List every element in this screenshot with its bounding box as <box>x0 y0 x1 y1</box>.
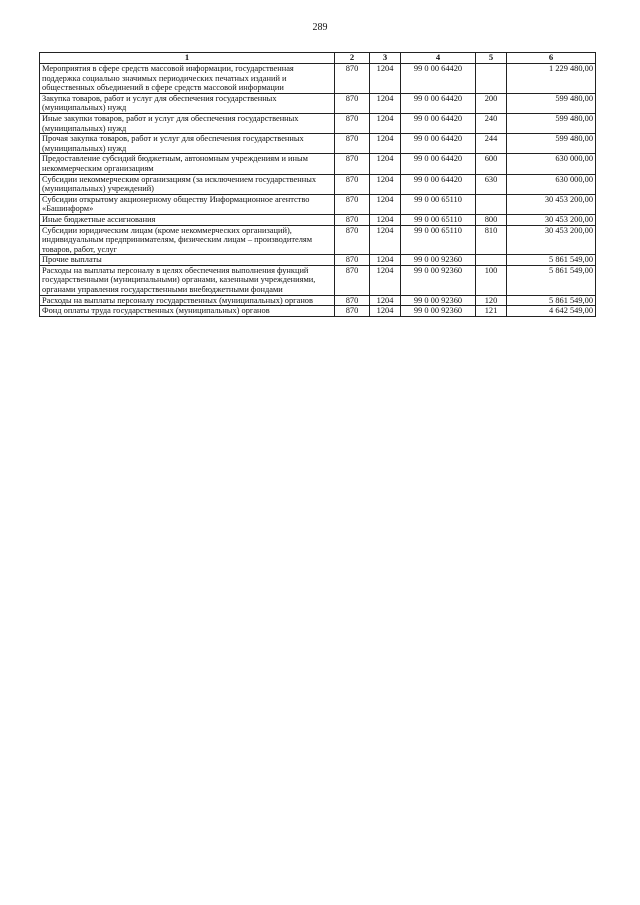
amount-cell: 5 861 549,00 <box>507 295 596 306</box>
ministry-code-cell: 870 <box>335 64 370 94</box>
header-cell-1: 1 <box>40 53 335 64</box>
target-article-cell: 99 0 00 64420 <box>401 113 476 133</box>
expense-type-cell: 630 <box>476 174 507 194</box>
header-cell-6: 6 <box>507 53 596 64</box>
expense-type-cell <box>476 64 507 94</box>
header-cell-5: 5 <box>476 53 507 64</box>
expense-type-cell: 120 <box>476 295 507 306</box>
table-row <box>40 295 596 306</box>
table-row <box>40 113 596 133</box>
ministry-code-cell: 870 <box>335 306 370 317</box>
table-row <box>40 93 596 113</box>
amount-cell: 30 453 200,00 <box>507 214 596 225</box>
table-row <box>40 255 596 266</box>
section-code-cell: 1204 <box>370 93 401 113</box>
expense-type-cell <box>476 194 507 214</box>
page-number: 289 <box>312 22 328 33</box>
table-body <box>40 64 596 317</box>
target-article-cell: 99 0 00 64420 <box>401 93 476 113</box>
ministry-code-cell: 870 <box>335 134 370 154</box>
section-code-cell: 1204 <box>370 64 401 94</box>
ministry-code-cell: 870 <box>335 113 370 133</box>
section-code-cell: 1204 <box>370 134 401 154</box>
expense-type-cell: 800 <box>476 214 507 225</box>
table-row <box>40 134 596 154</box>
table-row <box>40 194 596 214</box>
amount-cell: 630 000,00 <box>507 174 596 194</box>
section-code-cell: 1204 <box>370 174 401 194</box>
expense-name-cell: Иные закупки товаров, работ и услуг для обеспечения государственных (муниципальных) нужд <box>40 113 335 133</box>
section-code-cell: 1204 <box>370 214 401 225</box>
section-code-cell: 1204 <box>370 265 401 295</box>
ministry-code-cell: 870 <box>335 225 370 255</box>
amount-cell: 599 480,00 <box>507 134 596 154</box>
section-code-cell: 1204 <box>370 225 401 255</box>
target-article-cell: 99 0 00 64420 <box>401 64 476 94</box>
section-code-cell: 1204 <box>370 113 401 133</box>
amount-cell: 630 000,00 <box>507 154 596 174</box>
ministry-code-cell: 870 <box>335 265 370 295</box>
expense-name-cell: Закупка товаров, работ и услуг для обеспечения государственных (муниципальных) нужд <box>40 93 335 113</box>
expense-name-cell: Расходы на выплаты персоналу в целях обеспечения выполнения функций государственными (муниципальными) органами, казенными учреждениями, органами управления государственными внебюджетными фондами <box>40 265 335 295</box>
table-row <box>40 174 596 194</box>
budget-table <box>39 52 596 317</box>
target-article-cell: 99 0 00 92360 <box>401 295 476 306</box>
section-code-cell: 1204 <box>370 194 401 214</box>
expense-type-cell <box>476 255 507 266</box>
target-article-cell: 99 0 00 65110 <box>401 194 476 214</box>
expense-name-cell: Субсидии юридическим лицам (кроме некоммерческих организаций), индивидуальным предпринимателям, физическим лицам – производителям товаров, работ, услуг <box>40 225 335 255</box>
ministry-code-cell: 870 <box>335 194 370 214</box>
section-code-cell: 1204 <box>370 306 401 317</box>
table-row <box>40 64 596 94</box>
expense-type-cell: 810 <box>476 225 507 255</box>
section-code-cell: 1204 <box>370 154 401 174</box>
amount-cell: 5 861 549,00 <box>507 255 596 266</box>
amount-cell: 30 453 200,00 <box>507 194 596 214</box>
expense-type-cell: 100 <box>476 265 507 295</box>
expense-name-cell: Фонд оплаты труда государственных (муниципальных) органов <box>40 306 335 317</box>
ministry-code-cell: 870 <box>335 174 370 194</box>
ministry-code-cell: 870 <box>335 93 370 113</box>
section-code-cell: 1204 <box>370 255 401 266</box>
expense-name-cell: Мероприятия в сфере средств массовой информации, государственная поддержка социально значимых периодических печатных изданий и общественных объединений в сфере средств массовой информации <box>40 64 335 94</box>
expense-name-cell: Расходы на выплаты персоналу государственных (муниципальных) органов <box>40 295 335 306</box>
table-row <box>40 214 596 225</box>
expense-type-cell: 600 <box>476 154 507 174</box>
table-header <box>40 53 596 64</box>
expense-type-cell: 200 <box>476 93 507 113</box>
ministry-code-cell: 870 <box>335 255 370 266</box>
amount-cell: 5 861 549,00 <box>507 265 596 295</box>
target-article-cell: 99 0 00 92360 <box>401 255 476 266</box>
ministry-code-cell: 870 <box>335 295 370 306</box>
table-row <box>40 306 596 317</box>
target-article-cell: 99 0 00 64420 <box>401 174 476 194</box>
header-cell-3: 3 <box>370 53 401 64</box>
amount-cell: 599 480,00 <box>507 93 596 113</box>
amount-cell: 1 229 480,00 <box>507 64 596 94</box>
header-cell-4: 4 <box>401 53 476 64</box>
ministry-code-cell: 870 <box>335 154 370 174</box>
expense-name-cell: Иные бюджетные ассигнования <box>40 214 335 225</box>
table-row <box>40 225 596 255</box>
header-cell-2: 2 <box>335 53 370 64</box>
target-article-cell: 99 0 00 92360 <box>401 306 476 317</box>
target-article-cell: 99 0 00 65110 <box>401 214 476 225</box>
target-article-cell: 99 0 00 92360 <box>401 265 476 295</box>
expense-type-cell: 244 <box>476 134 507 154</box>
expense-type-cell: 121 <box>476 306 507 317</box>
expense-name-cell: Субсидии некоммерческим организациям (за исключением государственных (муниципальных) учреждений) <box>40 174 335 194</box>
amount-cell: 30 453 200,00 <box>507 225 596 255</box>
header-row <box>40 53 596 64</box>
expense-name-cell: Предоставление субсидий бюджетным, автономным учреждениям и иным некоммерческим организациям <box>40 154 335 174</box>
expense-type-cell: 240 <box>476 113 507 133</box>
target-article-cell: 99 0 00 64420 <box>401 154 476 174</box>
table-row <box>40 265 596 295</box>
table-row <box>40 154 596 174</box>
target-article-cell: 99 0 00 64420 <box>401 134 476 154</box>
expense-name-cell: Прочие выплаты <box>40 255 335 266</box>
expense-name-cell: Субсидии открытому акционерному обществу Информационное агентство «Башинформ» <box>40 194 335 214</box>
ministry-code-cell: 870 <box>335 214 370 225</box>
target-article-cell: 99 0 00 65110 <box>401 225 476 255</box>
amount-cell: 4 642 549,00 <box>507 306 596 317</box>
section-code-cell: 1204 <box>370 295 401 306</box>
expense-name-cell: Прочая закупка товаров, работ и услуг для обеспечения государственных (муниципальных) нужд <box>40 134 335 154</box>
amount-cell: 599 480,00 <box>507 113 596 133</box>
